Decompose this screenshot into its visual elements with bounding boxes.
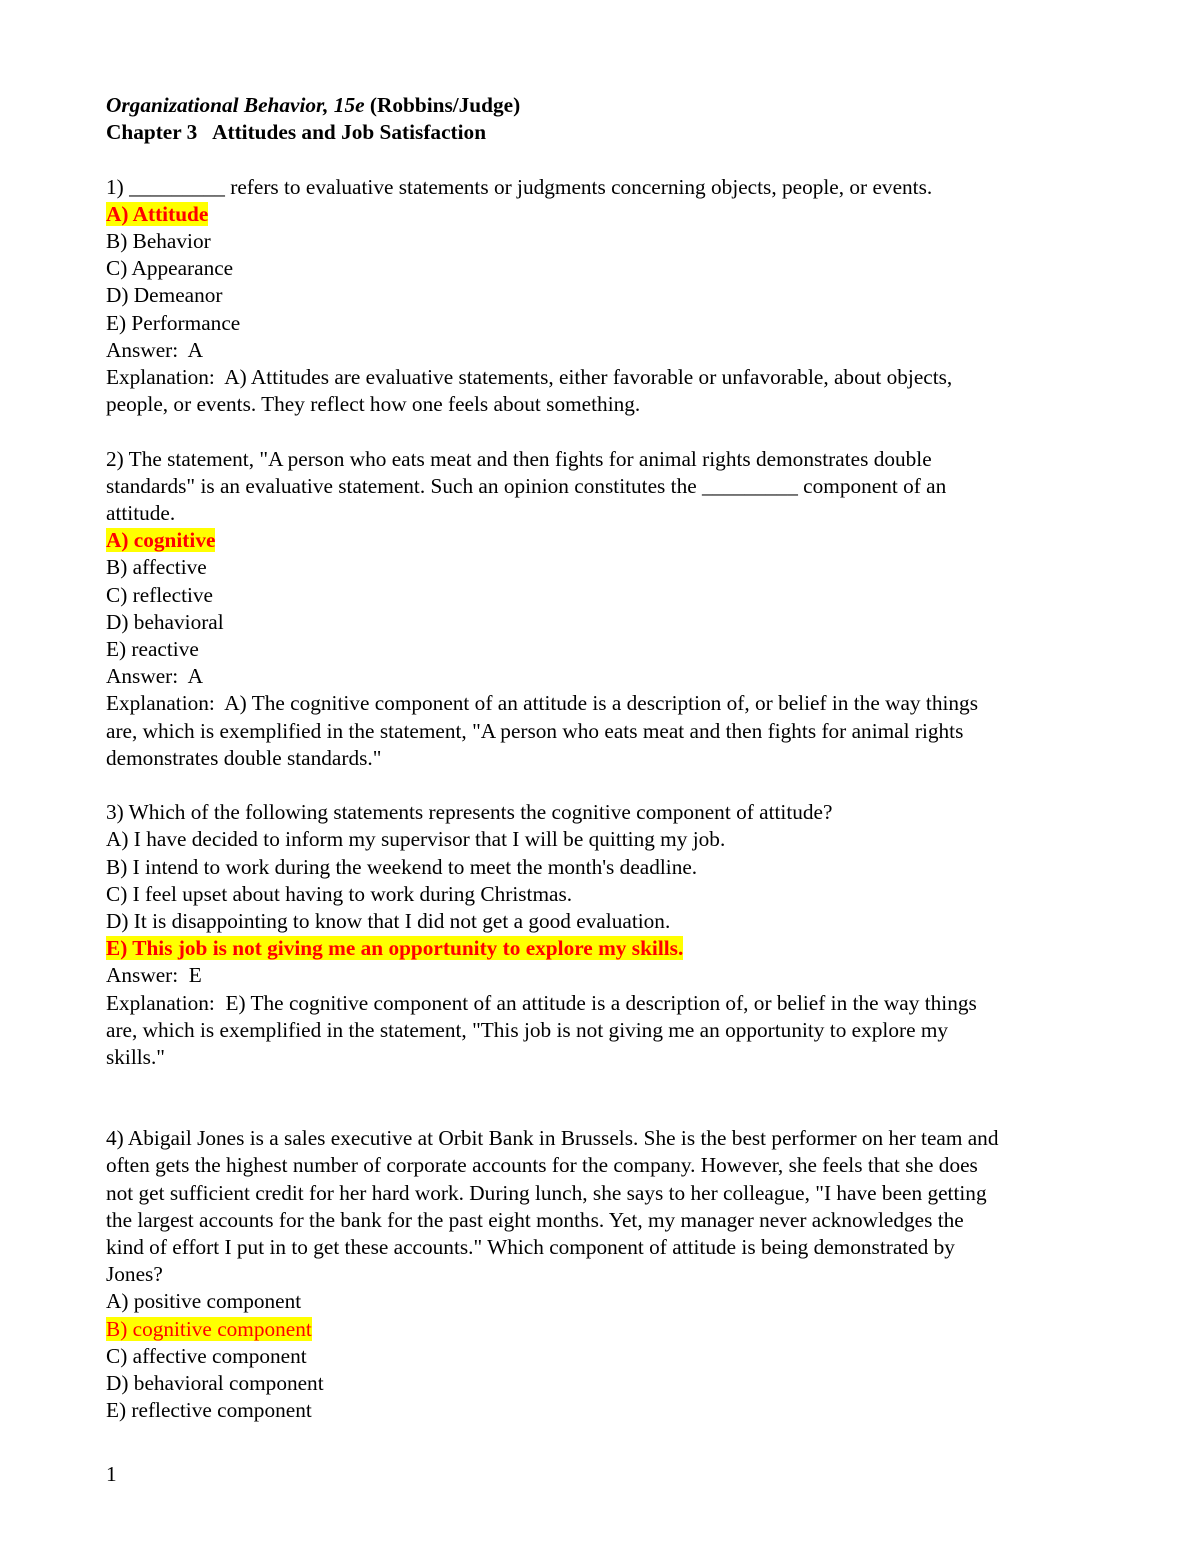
answer-option: C) affective component	[106, 1343, 307, 1368]
explanation: Explanation: A) Attitudes are evaluative statements, either favorable or unfavorable, about objects,	[106, 365, 953, 390]
question-stem: not get sufficient credit for her hard work. During lunch, she says to her colleague, "I have been getting	[106, 1180, 987, 1205]
question-stem: 1) _________ refers to evaluative statements or judgments concerning objects, people, or events.	[106, 174, 933, 199]
answer-option: B) Behavior	[106, 229, 211, 253]
answer-option: C) reflective	[106, 582, 214, 607]
answer-option: E) reflective component	[106, 1398, 312, 1423]
answer-option: D) It is disappointing to know that I did not get a good evaluation.	[106, 909, 671, 934]
question-stem: standards" is an evaluative statement. Such an opinion constitutes the _________ component of an	[106, 473, 947, 498]
answer-key: Answer: E	[106, 963, 202, 988]
highlighted-option-text: E) This job is not giving me an opportunity to explore my skills.	[106, 936, 684, 961]
question-stem: the largest accounts for the bank for the past eight months. Yet, my manager never acknowledges the	[106, 1207, 964, 1232]
highlighted-option-text: A) Attitude	[106, 201, 209, 226]
questions-list	[106, 174, 1106, 1425]
chapter-title: Chapter 3 Attitudes and Job Satisfaction	[106, 120, 487, 145]
question-stem: often gets the highest number of corporate accounts for the company. However, she feels that she does	[106, 1153, 978, 1178]
answer-option: B) affective	[106, 555, 207, 580]
book-title-line	[106, 92, 1106, 119]
question-stem: kind of effort I put in to get these accounts." Which component of attitude is being demonstrated by	[106, 1235, 955, 1260]
answer-key: Answer: A	[106, 337, 204, 362]
explanation: demonstrates double standards."	[106, 745, 382, 770]
question-block	[106, 1125, 1106, 1424]
answer-option: C) I feel upset about having to work during Christmas.	[106, 881, 573, 906]
answer-option: C) Appearance	[106, 256, 234, 281]
answer-option: A) I have decided to inform my supervisor that I will be quitting my job.	[106, 827, 726, 852]
document-page	[106, 92, 1106, 1425]
question-stem: Jones?	[106, 1262, 163, 1287]
question-stem: attitude.	[106, 501, 176, 526]
answer-option-highlighted	[106, 935, 1106, 962]
explanation: Explanation: E) The cognitive component of an attitude is a description of, or belief in the way things	[106, 990, 977, 1015]
answer-option: B) I intend to work during the weekend to meet the month's deadline.	[106, 854, 698, 879]
highlighted-option-text: A) cognitive	[106, 528, 216, 553]
answer-option: D) behavioral	[106, 609, 224, 634]
question-block	[106, 174, 1106, 419]
explanation: are, which is exemplified in the statement, "A person who eats meat and then fights for animal rights	[106, 718, 964, 743]
question-stem: 3) Which of the following statements represents the cognitive component of attitude?	[106, 800, 833, 825]
highlighted-option-text: B) cognitive component	[106, 1316, 312, 1341]
question-block	[106, 446, 1106, 772]
explanation: are, which is exemplified in the statement, "This job is not giving me an opportunity to explore my	[106, 1017, 949, 1042]
answer-option: E) reactive	[106, 637, 199, 662]
book-authors: (Robbins/Judge)	[364, 93, 521, 117]
question-stem: 4) Abigail Jones is a sales executive at Orbit Bank in Brussels. She is the best performer on her team and	[106, 1126, 999, 1151]
answer-option-highlighted	[106, 201, 1106, 228]
explanation: skills."	[106, 1045, 165, 1070]
question-stem: 2) The statement, "A person who eats meat and then fights for animal rights demonstrates double	[106, 446, 932, 471]
answer-option: A) positive component	[106, 1289, 302, 1314]
answer-key: Answer: A	[106, 664, 204, 689]
explanation: people, or events. They reflect how one feels about something.	[106, 392, 641, 417]
answer-option-highlighted	[106, 1316, 1106, 1343]
page-number: 1	[106, 1462, 117, 1486]
answer-option: D) behavioral component	[106, 1371, 324, 1396]
book-title: Organizational Behavior, 15e	[106, 93, 365, 117]
answer-option: E) Performance	[106, 310, 241, 335]
answer-option-highlighted	[106, 527, 1106, 554]
question-block	[106, 799, 1106, 1071]
answer-option: D) Demeanor	[106, 283, 223, 308]
explanation: Explanation: A) The cognitive component of an attitude is a description of, or belief in the way things	[106, 691, 978, 716]
